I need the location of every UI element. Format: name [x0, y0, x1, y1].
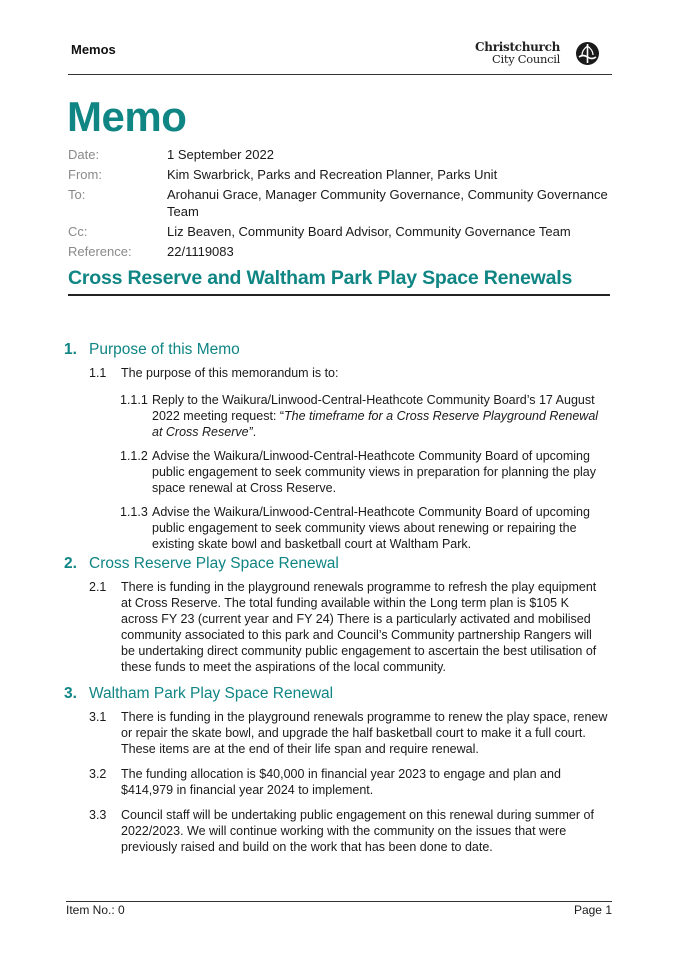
paragraph-number: 3.2	[89, 767, 107, 781]
page-header	[68, 42, 612, 75]
sub-paragraph-text: Advise the Waikura/Linwood-Central-Heathcote Community Board of upcoming public engagement to seek community views about renewing or repairing the existing skate bowl and basketball court at Waltham Park.	[152, 505, 590, 551]
sub-paragraph-text	[152, 392, 614, 440]
paragraph-text: The purpose of this memorandum is to:	[121, 366, 339, 380]
section-title: Waltham Park Play Space Renewal	[89, 685, 334, 702]
sub-paragraph	[64, 448, 614, 496]
meta-label: To:	[68, 187, 86, 202]
paragraph-number: 1.1	[89, 366, 107, 380]
paragraph-text: There is funding in the playground renewals programme to refresh the play equipment at Cross Reserve. The total funding available within the Long term plan is $105 K across FY 23 (current year and FY 24) There is a particularly activated and mobilised community associated to this park and Council’s Community partnership Rangers will be undertaking direct community public engagement to ascertain the best utilisation of these funds to meet the aspirations of the local community.	[121, 580, 597, 674]
meta-row-cc	[68, 223, 608, 240]
section-number: 2.	[64, 555, 77, 572]
meta-value: Liz Beaven, Community Board Advisor, Community Governance Team	[167, 224, 571, 239]
text-part: Reply to the Waikura/Linwood-Central-Heathcote Community Board’s 17 August 2022 meeting request: “	[152, 393, 595, 423]
section-heading	[64, 554, 614, 574]
document-title: Cross Reserve and Waltham Park Play Space Renewals	[68, 266, 610, 296]
meta-row-reference	[68, 243, 608, 260]
paragraph	[64, 579, 614, 675]
quoted-text: The timeframe for a Cross Reserve Playground Renewal at Cross Reserve”	[152, 409, 599, 439]
sub-paragraph-number: 1.1.2	[120, 449, 148, 463]
logo-text	[475, 41, 560, 65]
section-cross-reserve	[64, 554, 614, 675]
section-title: Purpose of this Memo	[89, 341, 240, 358]
meta-label: Reference:	[68, 244, 132, 259]
paragraph-number: 3.1	[89, 710, 107, 724]
footer-page-number: Page 1	[573, 903, 612, 917]
logo-line1: Christchurch	[475, 40, 560, 54]
meta-value: 22/1119083	[167, 244, 234, 259]
header-label: Memos	[71, 42, 116, 57]
paragraph	[64, 766, 614, 798]
paragraph-text: Council staff will be undertaking public engagement on this renewal during summer of 2022/2023. We will continue working with the community on the issues that were previously raised and build on the work that has been done to date.	[121, 808, 594, 854]
meta-row-from	[68, 166, 608, 183]
sub-paragraph	[64, 504, 614, 552]
paragraph	[64, 709, 614, 757]
meta-row-to	[68, 186, 608, 220]
paragraph	[64, 807, 614, 855]
section-title: Cross Reserve Play Space Renewal	[89, 555, 339, 572]
section-number: 3.	[64, 685, 77, 702]
sub-paragraph-text: Advise the Waikura/Linwood-Central-Heathcote Community Board of upcoming public engagement to seek community views in preparation for planning the play space renewal at Cross Reserve.	[152, 449, 597, 495]
text-part: .	[252, 425, 257, 439]
sub-paragraph-number: 1.1.1	[120, 393, 148, 407]
memo-meta	[68, 146, 608, 263]
logo-line2: City Council	[492, 52, 560, 66]
meta-value: Arohanui Grace, Manager Community Governance, Community Governance Team	[167, 187, 608, 219]
paragraph-text: There is funding in the playground renewals programme to renew the play space, renew or repair the skate bowl, and upgrade the half basketball court to make it a full court. These items are at the end of their life span and require renewal.	[121, 710, 608, 756]
meta-label: From:	[68, 167, 102, 182]
paragraph	[64, 365, 614, 381]
footer-item-number: Item No.: 0	[66, 903, 125, 917]
meta-value: Kim Swarbrick, Parks and Recreation Planner, Parks Unit	[167, 167, 498, 182]
section-heading	[64, 340, 614, 360]
section-number: 1.	[64, 341, 77, 358]
meta-value: 1 September 2022	[167, 147, 274, 162]
page-footer	[66, 901, 612, 917]
christchurch-city-council-logo-icon	[575, 41, 600, 66]
sub-paragraph	[64, 392, 614, 440]
meta-row-date	[68, 146, 608, 163]
council-logo	[475, 40, 600, 69]
section-purpose	[64, 340, 614, 552]
meta-label: Date:	[68, 147, 100, 162]
paragraph-number: 3.3	[89, 808, 107, 822]
section-waltham-park	[64, 684, 614, 855]
sub-paragraph-number: 1.1.3	[120, 505, 148, 519]
memo-title: Memo	[67, 93, 187, 140]
section-heading	[64, 684, 614, 704]
meta-label: Cc:	[68, 224, 88, 239]
paragraph-number: 2.1	[89, 580, 107, 594]
paragraph-text: The funding allocation is $40,000 in financial year 2023 to engage and plan and $414,979 in financial year 2024 to implement.	[121, 767, 561, 797]
